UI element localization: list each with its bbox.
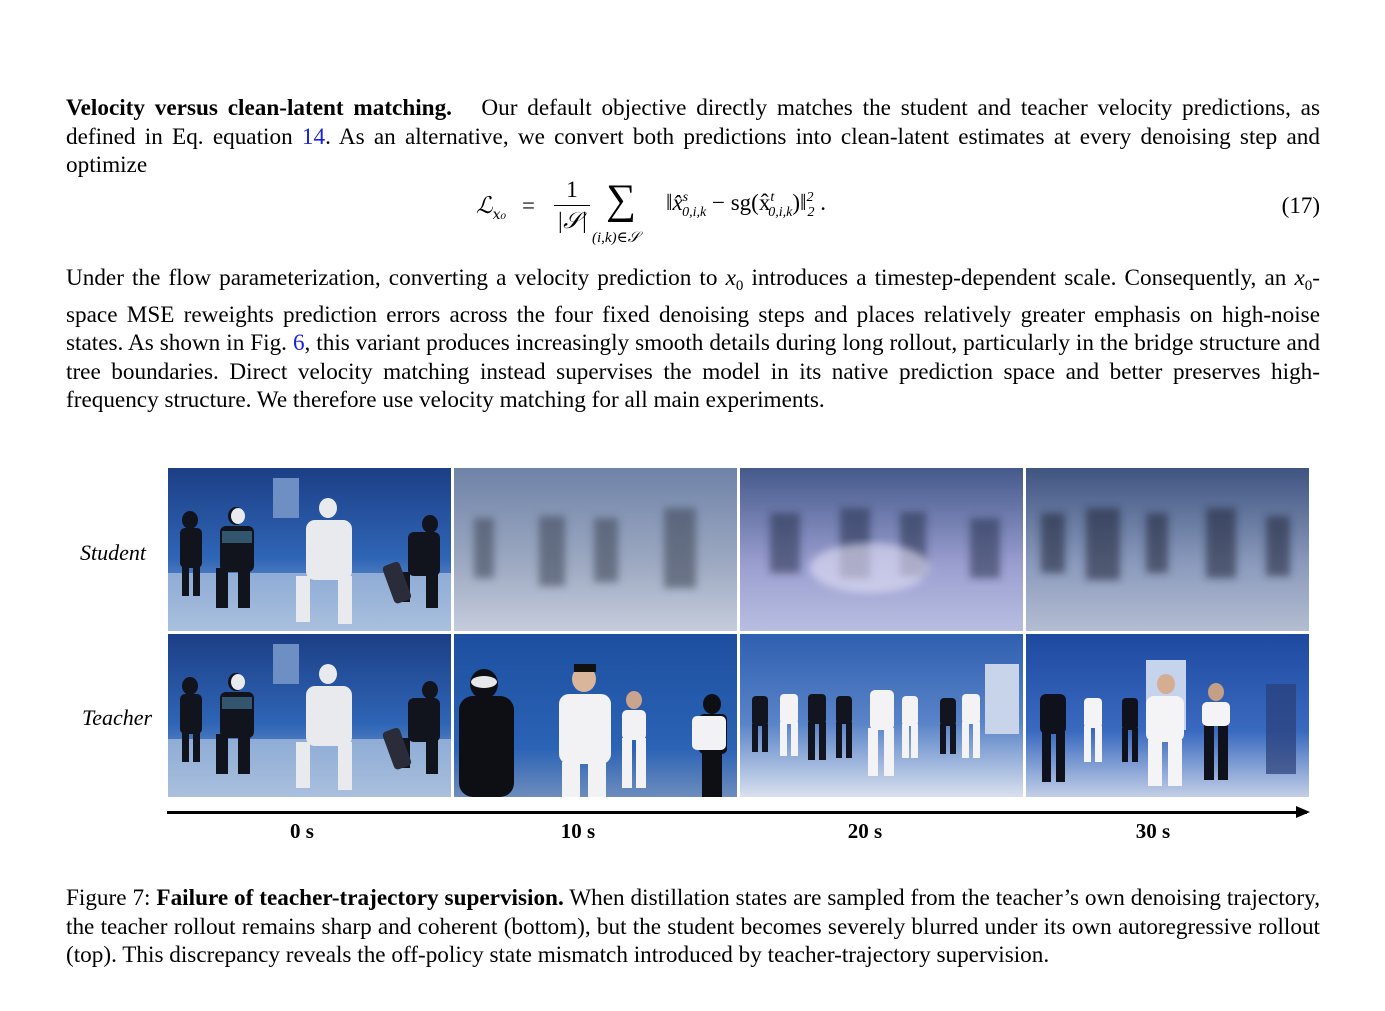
time-label-20s: 20 s <box>847 819 883 843</box>
time-label-30s: 30 s <box>1135 819 1171 843</box>
equation-body <box>470 176 930 256</box>
row-label-teacher: Teacher <box>82 705 153 730</box>
figure-caption <box>66 884 1320 970</box>
caption-prefix: Figure 7: <box>66 885 157 911</box>
paragraph-heading: Velocity versus clean-latent matching. <box>66 95 452 121</box>
equals-sign: = <box>522 193 535 218</box>
paragraph-velocity-matching <box>66 94 1320 180</box>
row-label-student: Student <box>80 540 146 565</box>
paragraph-flow-parameterization <box>66 264 1320 415</box>
sum-subscript: (i,k)∈𝒮 <box>592 230 640 246</box>
student-frame-30s <box>1026 468 1309 631</box>
student-frame-0s <box>168 468 451 631</box>
paragraph-text: . As an alternative, we convert both predictions into clean-latent estimates at every denoising step and optimize <box>66 123 1320 179</box>
math-x0: $x_0$ <box>725 265 744 294</box>
norm-expression: ‖x̂$^s_{0,i,k}$ − sg(x̂$^t_{0,i,k}$)‖$^2_2$ . <box>666 190 826 220</box>
fraction-numerator: 1 <box>566 177 578 202</box>
student-frame-20s <box>740 468 1023 631</box>
equation-17 <box>470 176 1320 258</box>
loss-symbol: ℒ$_{x_0}$ <box>476 193 507 223</box>
teacher-frame-20s <box>740 634 1023 797</box>
fraction <box>554 176 590 234</box>
fraction-denominator: |𝒮| <box>556 208 588 233</box>
figure-7 <box>70 466 1320 856</box>
sum-symbol: ∑ <box>606 177 636 223</box>
time-label-10s: 10 s <box>560 819 596 843</box>
paragraph-text: Our default objective directly matches the student and teacher velocity predictions, as defined in Eq. equation <box>66 95 1320 150</box>
teacher-frame-30s <box>1026 634 1309 797</box>
paragraph-text: -space MSE reweights prediction errors across the four fixed denoising steps and places relatively greater emphasis on high-noise states. As shown in Fig. <box>66 265 1320 357</box>
paragraph-text: introduces a timestep-dependent scale. Consequently, an <box>743 265 1295 291</box>
paragraph-text: Under the flow parameterization, converting a velocity prediction to <box>66 265 726 291</box>
teacher-frame-10s <box>454 634 737 797</box>
paragraph-text: , this variant produces increasingly smooth details during long rollout, particularly in the bridge structure and tree boundaries. Direct velocity matching instead supervises the model in its native prediction space and better preserves high-frequency structure. We therefore use velocity matching for all main experiments. <box>66 330 1320 414</box>
figure-ref-link[interactable]: 6 <box>292 330 305 357</box>
timeline-axis <box>167 811 1307 814</box>
math-x0: $x_0$ <box>1294 265 1313 294</box>
timeline-arrowhead <box>1296 806 1310 818</box>
teacher-frame-0s <box>168 634 451 797</box>
equation-number: (17) <box>1281 193 1320 218</box>
time-label-0s: 0 s <box>290 819 314 843</box>
equation-ref-link[interactable]: 14 <box>301 123 326 150</box>
student-frame-10s <box>454 468 737 631</box>
caption-text: When distillation states are sampled from the teacher’s own denoising trajectory, the teacher rollout remains sharp and coherent (bottom), but the student becomes severely blurred under its own autoregressive rollout (top). This discrepancy reveals the off-policy state mismatch introduced by teacher-trajectory supervision. <box>66 885 1320 969</box>
caption-title: Failure of teacher-trajectory supervision. <box>156 885 564 911</box>
